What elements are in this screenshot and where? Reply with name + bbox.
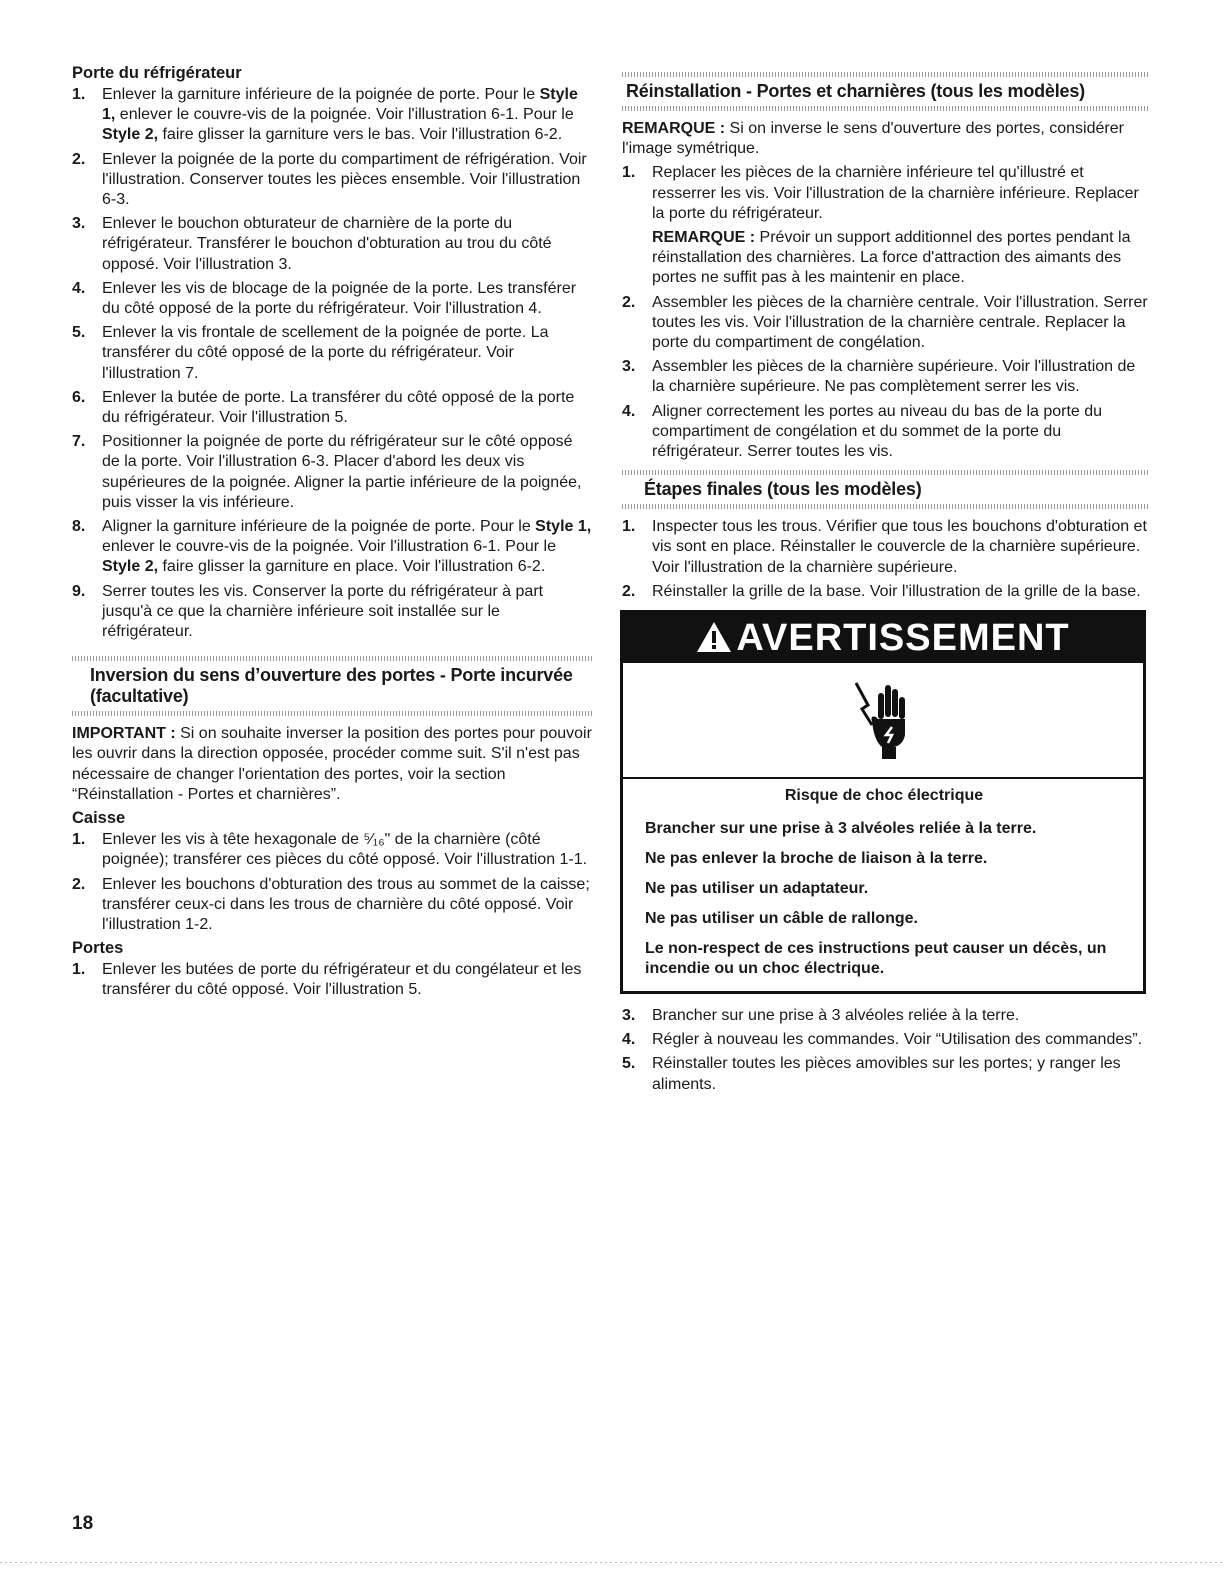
step-text: Assembler les pièces de la charnière centrale. Voir l'illustration. Serrer toutes les vis. Voir l'illustration de la charnière centrale. Replacer la porte du compartiment de congélation. (652, 293, 1148, 352)
step-text: Aligner la garniture inférieure de la poignée de porte. Pour le (102, 518, 536, 536)
important-label: IMPORTANT : (72, 725, 176, 743)
list-item (622, 357, 1150, 397)
inversion-section (72, 656, 594, 1000)
step-text: Enlever les bouchons d'obturation des trous au sommet de la caisse; transférer ceux-ci dans les trous de charnière du côté opposé. Voir l'illustration 1-2. (102, 875, 590, 933)
list-item (622, 1030, 1150, 1050)
list-item (72, 517, 594, 578)
step-number: 3. (622, 1007, 636, 1025)
list-item (622, 1006, 1150, 1026)
warning-header (623, 613, 1143, 663)
important-text: Si on souhaite inverser la position des portes pour pouvoir les ouvrir dans la direction opposée, procéder comme suit. S'il n'est pas nécessaire de changer l'orientation des portes, voir la section “Réinstallation - Portes et charnières”. (72, 725, 592, 803)
step-text: Positionner la poignée de porte du réfrigérateur sur le côté opposé de la porte. Voir l'illustration 6-3. Placer d'abord les deux vis supérieures de la poignée. Aligner la partie inférieure de la poignée, puis visser la vis inférieure. (102, 433, 582, 511)
list-item (622, 293, 1150, 354)
warning-line: Ne pas utiliser un adaptateur. (645, 880, 869, 898)
warning-triangle-icon (696, 621, 732, 653)
style-label: Style 1, (535, 518, 592, 536)
style-label: Style 1, (102, 86, 578, 124)
warning-line: Le non-respect de ces instructions peut causer un décès, un incendie ou un choc électrique. (645, 940, 1107, 978)
step-text: Inspecter tous les trous. Vérifier que tous les bouchons d'obturation et vis sont en place. Réinstaller le couvercle de la charnière supérieure. Voir l'illustration de la charnière supérieure. (652, 518, 1147, 576)
style-label: Style 2, (102, 126, 159, 144)
right-column (622, 72, 1150, 1099)
step-text: Assembler les pièces de la charnière supérieure. Voir l'illustration de la charnière supérieure. Ne pas complètement serrer les vis. (652, 358, 1136, 396)
step-text: enlever le couvre-vis de la poignée. Voir l'illustration 6-1. Pour le (115, 106, 574, 124)
step-text: Enlever les butées de porte du réfrigérateur et du congélateur et les transférer du côté opposé. Voir l'illustration 5. (102, 961, 582, 999)
step-number: 4. (622, 402, 636, 420)
step-text: Enlever la butée de porte. La transférer du côté opposé de la porte du réfrigérateur. Voir l'illustration 5. (102, 388, 575, 427)
step-number: 2. (622, 293, 636, 311)
warning-body (623, 779, 1143, 991)
important-paragraph (72, 724, 594, 805)
left-column (72, 64, 594, 1005)
style-label: Style 2, (102, 558, 159, 576)
portes-steps (72, 960, 594, 1000)
electric-shock-hand-icon (848, 675, 918, 765)
final-steps (622, 517, 1150, 602)
step-text: Réinstaller la grille de la base. Voir l'illustration de la grille de la base. (652, 582, 1141, 600)
step-number: 1. (622, 518, 636, 536)
step-number: 4. (622, 1031, 636, 1049)
reinstall-note (622, 119, 1150, 159)
note-text: Prévoir un support additionnel des portes pendant la réinstallation des charnières. La force d'attraction des aimants des portes ne suffit pas à les maintenir en place. (652, 229, 1131, 287)
list-item (72, 582, 594, 643)
step-number: 5. (72, 324, 86, 342)
refrigerator-door-heading: Porte du réfrigérateur (72, 64, 242, 82)
list-item (622, 163, 1150, 288)
after-warning-steps (622, 1006, 1150, 1095)
step-text: Enlever les vis à tête hexagonale de (102, 831, 364, 849)
warning-icon-area (623, 663, 1143, 779)
step-number: 1. (72, 86, 86, 103)
note-label: REMARQUE : (622, 120, 726, 137)
step-number: 9. (72, 582, 86, 600)
section-divider (622, 106, 1150, 111)
list-item (72, 432, 594, 513)
step-number: 3. (72, 215, 86, 233)
step-text: faire glisser la garniture vers le bas. Voir l'illustration 6-2. (158, 126, 563, 144)
warning-line: Brancher sur une prise à 3 alvéoles reliée à la terre. (645, 820, 1037, 838)
reinstall-steps (622, 163, 1150, 462)
final-section (622, 470, 1150, 602)
refrigerator-door-steps (72, 85, 594, 642)
step-text: Enlever la garniture inférieure de la poignée de porte. Pour le (102, 86, 540, 103)
step-number: 3. (622, 358, 636, 376)
list-item (72, 323, 594, 384)
step-number: 4. (72, 279, 86, 297)
step-number: 2. (72, 875, 86, 893)
list-item (622, 1054, 1150, 1094)
step-number: 5. (622, 1055, 636, 1073)
warning-risk: Risque de choc électrique (784, 787, 984, 805)
step-text: Serrer toutes les vis. Conserver la porte du réfrigérateur à part jusqu'à ce que la charnière inférieure soit installée sur le réfrigérateur. (102, 582, 544, 641)
list-item (72, 279, 594, 319)
list-item (72, 150, 594, 211)
caisse-heading: Caisse (72, 809, 126, 828)
warning-box (620, 610, 1146, 994)
note-label: REMARQUE : (652, 229, 756, 247)
warning-line: Ne pas enlever la broche de liaison à la terre. (645, 850, 988, 868)
warning-line: Ne pas utiliser un câble de rallonge. (645, 910, 918, 928)
note-text: Si on inverse le sens d'ouverture des portes, considérer l'image symétrique. (622, 120, 1124, 158)
fraction-text: ⁵⁄₁₆" (363, 831, 391, 849)
step-text: Enlever le bouchon obturateur de charnière de la porte du réfrigérateur. Transférer le bouchon d'obturation au trou du côté opposé. Voir l'illustration 3. (102, 215, 552, 273)
step-number: 2. (72, 150, 86, 168)
warning-title: AVERTISSEMENT (736, 617, 1070, 660)
list-item (72, 960, 594, 1000)
page-bottom-rule (0, 1562, 1225, 1563)
inversion-heading: Inversion du sens d’ouverture des portes - Porte incurvée (facultative) (90, 665, 573, 707)
step-text: Brancher sur une prise à 3 alvéoles reliée à la terre. (652, 1007, 1020, 1025)
step-text: Replacer les pièces de la charnière inférieure tel qu'illustré et resserrer les vis. Voir l'illustration de la charnière inférieure. Replacer la porte du réfrigérateur. (652, 164, 1139, 222)
list-item (72, 875, 594, 936)
step-number: 1. (622, 164, 636, 182)
step-number: 8. (72, 518, 86, 536)
step-text: faire glisser la garniture en place. Voir l'illustration 6-2. (158, 558, 546, 576)
reinstall-section (622, 72, 1150, 462)
step-text: Enlever les vis de blocage de la poignée de la porte. Les transférer du côté opposé de la porte du réfrigérateur. Voir l'illustration 4. (102, 279, 577, 318)
step-text: Enlever la poignée de la porte du compartiment de réfrigération. Voir l'illustration. Conserver toutes les pièces ensemble. Voir l'illustration 6-3. (102, 150, 587, 209)
reinstall-heading: Réinstallation - Portes et charnières (tous les modèles) (626, 81, 1085, 101)
section-divider (72, 711, 594, 716)
step-text: enlever le couvre-vis de la poignée. Voir l'illustration 6-1. Pour le (102, 538, 556, 556)
list-item (72, 214, 594, 275)
step-text: Régler à nouveau les commandes. Voir “Utilisation des commandes”. (652, 1031, 1143, 1049)
step-text: de la charnière (côté poignée); transférer ces pièces du côté opposé. Voir l'illustration 1-1. (102, 831, 588, 869)
caisse-steps (72, 830, 594, 935)
step-number: 6. (72, 388, 86, 406)
step-number: 1. (72, 961, 86, 979)
step-note (652, 228, 1150, 289)
step-text: Réinstaller toutes les pièces amovibles sur les portes; y ranger les aliments. (652, 1055, 1121, 1093)
list-item (622, 402, 1150, 463)
list-item (622, 517, 1150, 578)
list-item (622, 582, 1150, 602)
list-item (72, 85, 594, 146)
step-text: Enlever la vis frontale de scellement de la poignée de porte. La transférer du côté opposé de la porte du réfrigérateur. Voir l'illustration 7. (102, 324, 549, 382)
section-divider (622, 504, 1150, 509)
step-text: Aligner correctement les portes au niveau du bas de la porte du compartiment de congélation et du sommet de la porte du réfrigérateur. Serrer toutes les vis. (652, 402, 1103, 461)
portes-heading: Portes (72, 939, 124, 958)
list-item (72, 830, 594, 870)
list-item (72, 388, 594, 428)
step-number: 2. (622, 582, 636, 600)
step-number: 1. (72, 831, 86, 849)
page-number: 18 (72, 1513, 94, 1534)
final-heading: Étapes finales (tous les modèles) (644, 479, 922, 500)
step-number: 7. (72, 433, 86, 451)
